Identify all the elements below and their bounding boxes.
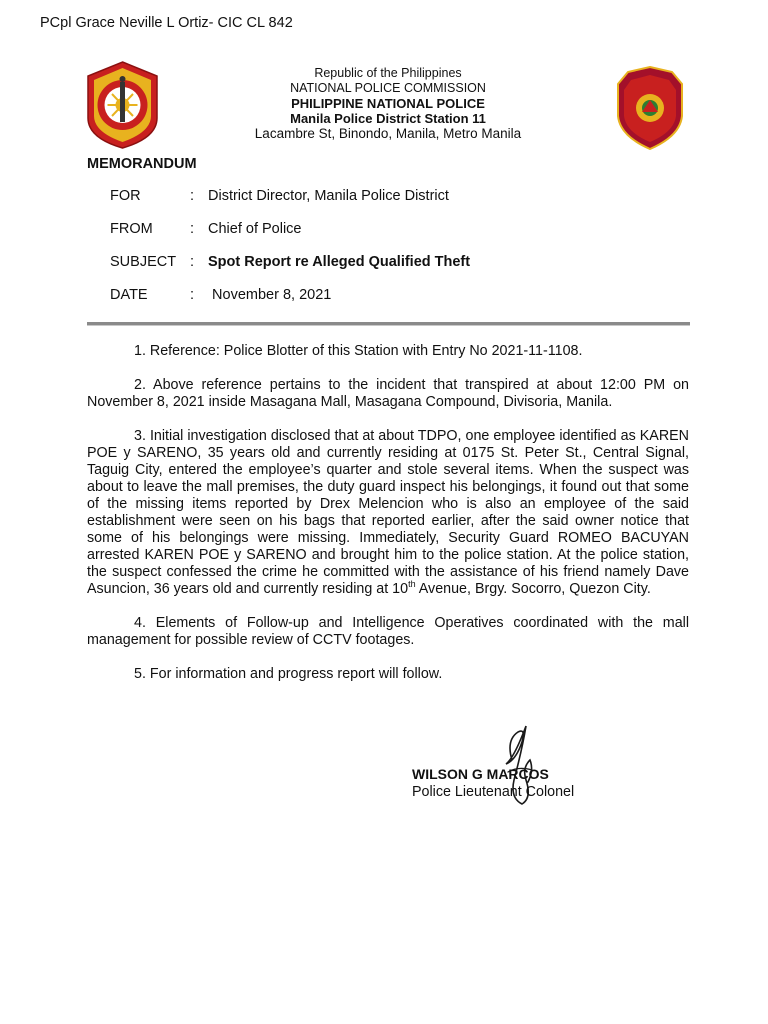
signatory-rank: Police Lieutenant Colonel xyxy=(412,784,575,800)
manilas-finest-badge-logo xyxy=(616,66,684,150)
paragraph-3-text: 3. Initial investigation disclosed that at about TDPO, one employee identified as KAREN POE y SARENO, 35 years old and currently residing at 0175 St. Peter St., Central Signal, Taguig City, entered the employee’s quarter and stole several items. When the suspect was about to leave the mall premises, the duty guard inspect his belongings, it found out that some of the missing items reported by Drex Melencion who is also an employee of the said establishment were seen on his bags that reported earlier, after the said owner notice that some of his belongings were missing. Immediately, Security Guard ROMEO BACUYAN arrested KAREN POE y SARENO and brought him to the police station. At the police station, the suspect confessed the crime he committed with the assistance of his friend namely Dave Asuncion, 36 years old and currently residing at 10 xyxy=(87,428,689,597)
header-divider xyxy=(87,322,690,326)
header-row-from xyxy=(110,221,670,241)
letterhead-napolcom: NATIONAL POLICE COMMISSION xyxy=(290,81,486,95)
letterhead-pnp: PHILIPPINE NATIONAL POLICE xyxy=(291,96,485,111)
letterhead-address: Lacambre St, Binondo, Manila, Metro Manila xyxy=(254,126,522,141)
header-row-subject xyxy=(110,254,670,274)
author-line: PCpl Grace Neville L Ortiz- CIC CL 842 xyxy=(40,15,293,31)
header-value: November 8, 2021 xyxy=(208,287,332,303)
memo-title: MEMORANDUM xyxy=(87,156,197,172)
letterhead xyxy=(218,66,558,141)
paragraph-1: 1. Reference: Police Blotter of this Station with Entry No 2021-11-1108. xyxy=(134,343,583,359)
letterhead-republic: Republic of the Philippines xyxy=(314,66,462,80)
paragraph-3-end: Avenue, Brgy. Socorro, Quezon City. xyxy=(415,581,651,597)
paragraph-4: 4. Elements of Follow-up and Intelligence Operatives coordinated with the mall management for possible review of CCTV footages. xyxy=(87,615,689,648)
header-label: FROM xyxy=(110,221,153,237)
paragraph-3 xyxy=(87,428,689,598)
header-label: FOR xyxy=(110,188,141,204)
header-colon: : xyxy=(190,287,195,303)
letterhead-station: Manila Police District Station 11 xyxy=(290,111,486,126)
header-colon: : xyxy=(190,221,195,237)
header-colon: : xyxy=(190,188,195,204)
header-value: Spot Report re Alleged Qualified Theft xyxy=(208,254,471,270)
header-row-for xyxy=(110,188,670,208)
signatory-name: WILSON G MARCOS xyxy=(412,766,549,782)
header-label: DATE xyxy=(110,287,148,303)
paragraph-5: 5. For information and progress report will follow. xyxy=(134,666,443,682)
paragraph-2: 2. Above reference pertains to the incident that transpired at about 12:00 PM on November 8, 2021 inside Masagana Mall, Masagana Compound, Divisoria, Manila. xyxy=(87,377,689,410)
header-value: Chief of Police xyxy=(208,221,302,237)
header-label: SUBJECT xyxy=(110,254,177,270)
memo-body xyxy=(87,343,689,700)
header-row-date xyxy=(110,287,670,307)
header-colon: : xyxy=(190,254,195,270)
header-value: District Director, Manila Police District xyxy=(208,188,449,204)
pnp-seal-logo xyxy=(85,60,160,150)
ordinal-suffix: th xyxy=(408,579,416,590)
